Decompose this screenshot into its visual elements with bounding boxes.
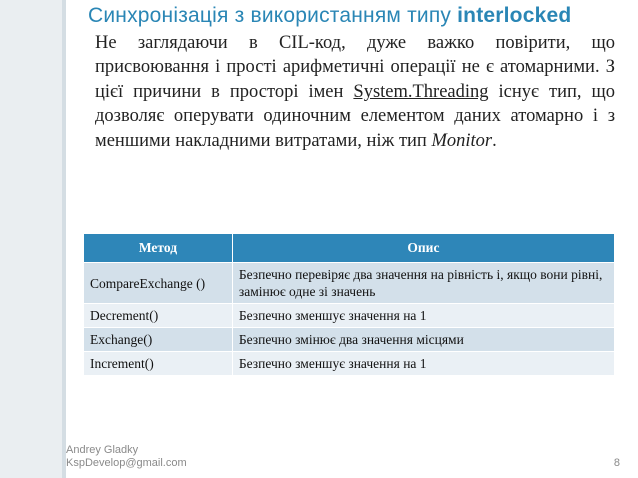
table-row [84, 263, 615, 304]
namespace-link[interactable]: System.Threading [353, 81, 489, 102]
header-description: Опис [232, 234, 614, 263]
description-cell: Безпечно змінює два значення місцями [232, 328, 614, 352]
method-cell: Exchange() [84, 328, 233, 352]
footer-author-block [66, 444, 187, 470]
paragraph-part-1: Не заглядаючи в CIL-код, дуже важко повірити, що присвоювання і прості арифметичні операції не є атомарними. З цієї причини в просторі імен [95, 33, 615, 102]
left-decorative-band [0, 0, 62, 478]
title-main: Синхронізація з використанням типу [88, 4, 458, 27]
paragraph-part-2: існує тип, що дозволяє оперувати одиночним елементом даних атомарно і з меншими накладними витратами, ніж тип [95, 81, 615, 151]
description-cell: Безпечно зменшує значення на 1 [232, 304, 614, 328]
footer-author: Andrey Gladky [66, 444, 139, 456]
slide-title [88, 4, 628, 28]
method-cell: Decrement() [84, 304, 233, 328]
left-decorative-stripe [62, 0, 66, 478]
paragraph-part-3: . [492, 130, 497, 151]
table-row [84, 352, 615, 376]
page-number: 8 [613, 457, 620, 469]
slide-paragraph [95, 31, 615, 153]
table-header-row [84, 234, 615, 263]
table-row [84, 328, 615, 352]
method-cell: Increment() [84, 352, 233, 376]
description-cell: Безпечно перевіряє два значення на рівність і, якщо вони рівні, замінює одне зі значень [232, 263, 614, 304]
monitor-term: Monitor [431, 130, 493, 151]
table-row [84, 304, 615, 328]
footer-email: KspDevelop@gmail.com [66, 457, 187, 469]
header-method: Метод [84, 234, 233, 263]
method-cell: CompareExchange () [84, 263, 233, 304]
methods-table [83, 233, 615, 376]
title-emphasis: interlocked [457, 4, 572, 27]
description-cell: Безпечно зменшує значення на 1 [232, 352, 614, 376]
